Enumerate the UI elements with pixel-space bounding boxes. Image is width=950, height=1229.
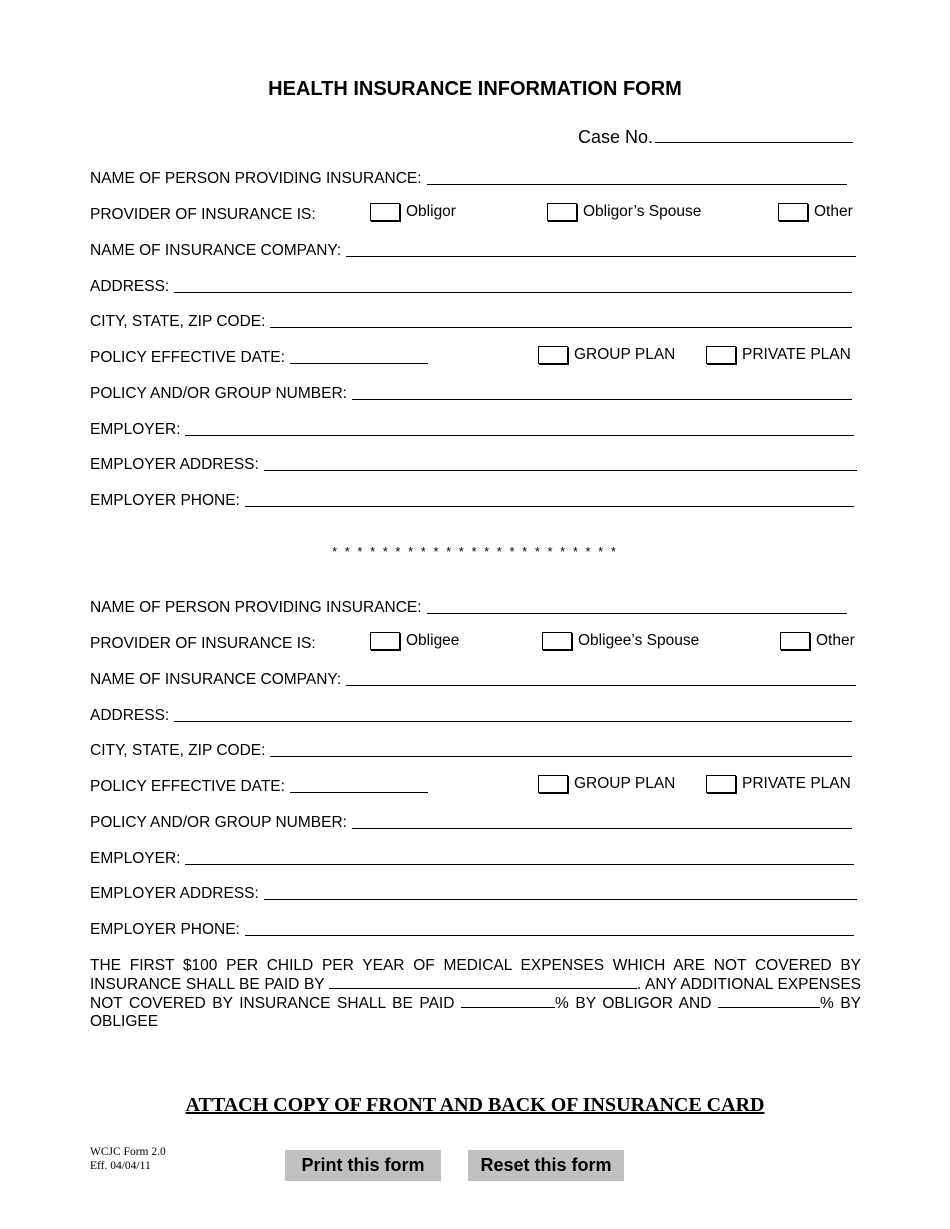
s2-city-input[interactable] xyxy=(270,742,852,757)
s2-employer-address-input[interactable] xyxy=(264,885,857,900)
s2-employer-row xyxy=(90,848,854,868)
s1-effective-input[interactable] xyxy=(290,349,428,364)
s1-policy-input[interactable] xyxy=(352,385,852,400)
expenses-text-4: % BY OBLIGEE xyxy=(90,995,862,1030)
form-title: HEALTH INSURANCE INFORMATION FORM xyxy=(268,78,682,100)
s2-policy-row xyxy=(90,812,852,832)
s2-city-label: CITY, STATE, ZIP CODE: xyxy=(90,742,266,759)
attach-notice: ATTACH COPY OF FRONT AND BACK OF INSURANCE CARD xyxy=(185,1094,765,1116)
print-button[interactable]: Print this form xyxy=(285,1150,441,1181)
s1-spouse-checkbox[interactable] xyxy=(547,203,577,221)
s1-employer-address-input[interactable] xyxy=(264,456,857,471)
s1-city-row xyxy=(90,311,852,331)
s2-employer-address-label: EMPLOYER ADDRESS: xyxy=(90,885,259,902)
s1-employer-label: EMPLOYER: xyxy=(90,421,181,438)
s2-provider-other[interactable]: Other xyxy=(780,632,855,650)
s1-name-input[interactable] xyxy=(427,170,847,185)
s2-effective-input[interactable] xyxy=(290,778,428,793)
s1-group-plan-checkbox[interactable] xyxy=(538,346,568,364)
case-number-label: Case No. xyxy=(578,127,654,147)
expenses-text-1: THE FIRST $100 PER CHILD PER YEAR OF MEDICAL EXPENSES WHICH ARE NOT COVERED BY INSURANCE SHALL BE PAID BY xyxy=(90,957,861,993)
s2-provider-row xyxy=(90,633,856,653)
s2-address-label: ADDRESS: xyxy=(90,707,170,724)
s2-private-plan-checkbox[interactable] xyxy=(706,775,736,793)
s1-effective-label: POLICY EFFECTIVE DATE: xyxy=(90,349,285,366)
s1-obligor-checkbox[interactable] xyxy=(370,203,400,221)
s2-company-input[interactable] xyxy=(346,671,856,686)
s1-provider-obligor[interactable]: Obligor xyxy=(370,203,456,221)
s2-name-label: NAME OF PERSON PROVIDING INSURANCE: xyxy=(90,599,422,616)
s1-provider-other[interactable]: Other xyxy=(778,203,853,221)
s2-employer-address-row xyxy=(90,883,857,903)
s2-spouse-checkbox[interactable] xyxy=(542,632,572,650)
s1-other-checkbox[interactable] xyxy=(778,203,808,221)
s1-private-plan-checkbox[interactable] xyxy=(706,346,736,364)
obligee-percent-input[interactable] xyxy=(718,994,820,1008)
s1-employer-row xyxy=(90,419,854,439)
s2-address-input[interactable] xyxy=(174,707,852,722)
s1-employer-phone-row xyxy=(90,490,854,510)
s1-policy-label: POLICY AND/OR GROUP NUMBER: xyxy=(90,385,347,402)
s2-private-plan[interactable]: PRIVATE PLAN xyxy=(706,775,851,793)
s2-employer-phone-row xyxy=(90,919,854,939)
obligor-percent-input[interactable] xyxy=(461,994,555,1008)
s2-city-row xyxy=(90,740,852,760)
s2-employer-phone-input[interactable] xyxy=(245,921,854,936)
s1-employer-address-label: EMPLOYER ADDRESS: xyxy=(90,456,259,473)
form-id-line2: Eff. 04/04/11 xyxy=(90,1160,151,1172)
s2-provider-obligee[interactable]: Obligee xyxy=(370,632,459,650)
form-id xyxy=(90,1145,166,1173)
s2-employer-label: EMPLOYER: xyxy=(90,850,181,867)
s1-employer-address-row xyxy=(90,454,857,474)
s2-policy-input[interactable] xyxy=(352,814,852,829)
s1-employer-phone-label: EMPLOYER PHONE: xyxy=(90,492,240,509)
s1-city-input[interactable] xyxy=(270,313,852,328)
case-number xyxy=(578,126,853,148)
s1-address-input[interactable] xyxy=(174,278,852,293)
s2-company-label: NAME OF INSURANCE COMPANY: xyxy=(90,671,342,688)
s1-provider-row xyxy=(90,204,856,224)
s1-employer-input[interactable] xyxy=(185,421,854,436)
s1-address-label: ADDRESS: xyxy=(90,278,170,295)
s2-company-row xyxy=(90,669,856,689)
s1-name-label: NAME OF PERSON PROVIDING INSURANCE: xyxy=(90,170,422,187)
s1-group-plan[interactable]: GROUP PLAN xyxy=(538,346,675,364)
s2-name-row xyxy=(90,597,856,617)
s1-employer-phone-input[interactable] xyxy=(245,492,854,507)
s2-address-row xyxy=(90,705,852,725)
s2-employer-input[interactable] xyxy=(185,850,854,865)
s2-name-input[interactable] xyxy=(427,599,847,614)
s2-provider-label: PROVIDER OF INSURANCE IS: xyxy=(90,635,316,652)
s1-provider-label: PROVIDER OF INSURANCE IS: xyxy=(90,206,316,223)
expenses-paragraph xyxy=(90,957,861,1031)
s2-group-plan[interactable]: GROUP PLAN xyxy=(538,775,675,793)
reset-button[interactable]: Reset this form xyxy=(468,1150,624,1181)
s1-policy-row xyxy=(90,383,852,403)
s2-effective-label: POLICY EFFECTIVE DATE: xyxy=(90,778,285,795)
s1-provider-spouse[interactable]: Obligor’s Spouse xyxy=(547,203,701,221)
s1-company-row xyxy=(90,240,856,260)
s2-obligee-checkbox[interactable] xyxy=(370,632,400,650)
s2-policy-label: POLICY AND/OR GROUP NUMBER: xyxy=(90,814,347,831)
s1-name-row xyxy=(90,168,856,188)
s1-city-label: CITY, STATE, ZIP CODE: xyxy=(90,313,266,330)
s1-company-label: NAME OF INSURANCE COMPANY: xyxy=(90,242,342,259)
s1-address-row xyxy=(90,276,852,296)
expenses-text-2: . ANY ADDITIONAL EXPENSES NOT COVERED BY INSURANCE SHALL BE PAID xyxy=(90,976,862,1012)
section-separator: * * * * * * * * * * * * * * * * * * * * * * * xyxy=(332,544,618,559)
expenses-payer-input[interactable] xyxy=(329,975,637,989)
case-number-input[interactable] xyxy=(655,126,853,143)
s1-company-input[interactable] xyxy=(346,242,856,257)
s2-employer-phone-label: EMPLOYER PHONE: xyxy=(90,921,240,938)
s1-private-plan[interactable]: PRIVATE PLAN xyxy=(706,346,851,364)
s2-group-plan-checkbox[interactable] xyxy=(538,775,568,793)
expenses-text-3: % BY OBLIGOR AND xyxy=(555,995,712,1012)
s2-other-checkbox[interactable] xyxy=(780,632,810,650)
s2-provider-spouse[interactable]: Obligee’s Spouse xyxy=(542,632,699,650)
form-id-line1: WCJC Form 2.0 xyxy=(90,1146,166,1158)
